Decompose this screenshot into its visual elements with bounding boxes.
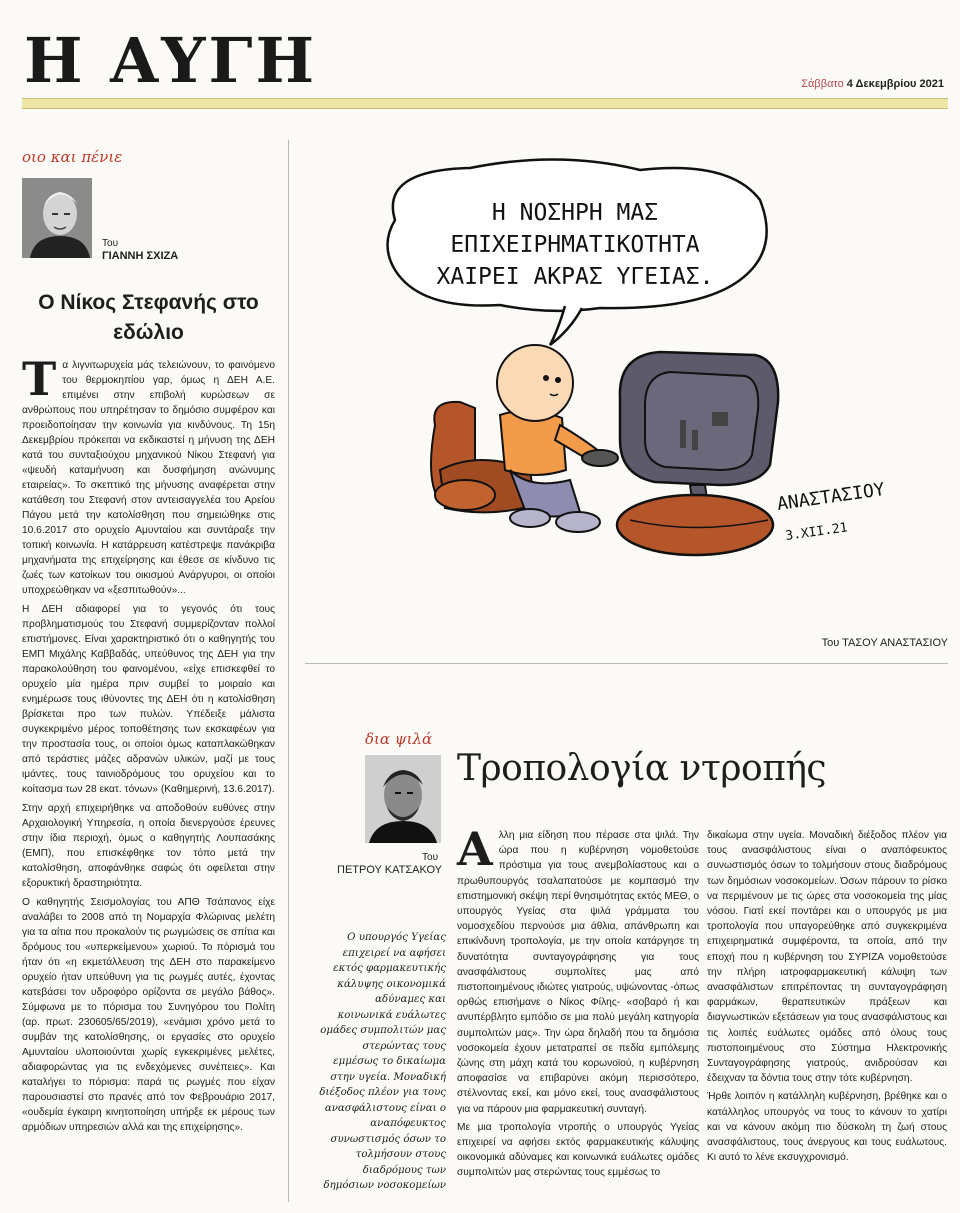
paragraph: δικαίωμα στην υγεία. Μοναδική διέξοδος πλέον για τους ανασφάλιστους είναι ο αναπόφευκτος συνωστισμός όσων το τολμήσουν στους διαδρόμους των δημόσιων νοσοκομείων. Όσων πάρουν το ρίσκο να περιμένουν με τις ώρες στα νοσοκομεία της μίας νόσου. Γιατί εκεί ποντάρει και ο υπουργός με μια τροπολογία που υπαγορεύθηκε από συγκεκριμένα επιχειρηματικά συμφέροντα, τα οποία, από την εποχή που η κυβέρνηση του ΣΥΡΙΖΑ νομοθετούσε την πλήρη ιατροφαρμακευτική κάλυψη των ανασφάλιστων επιτρέποντας τη συνταγογράφηση φαρμάκων, θεραπευτικών πράξεων και διαγνωστικών εξετάσεων για τους ανασφάλιστους και τις λοιπές ευάλωτες ομάδες από όλους τους πιστοποιημένους στο Σύστημα Ηλεκτρονικής Συνταγογράφησης γιατρούς, ανιδρούσαν και έδειχναν τα δόντια τους στην τότε κυβέρνηση. (707, 830, 947, 1085)
paragraph: Ήρθε λοιπόν η κατάλληλη κυβέρνηση, βρέθηκε και ο κατάλληλος υπουργός να τους το κάνουν το χατίρι και να κάνουν ακόμη πιο δύσκολη τη ζωή στους ανασφάλιστους, τους άνεργους και τους ευάλωτους. Κι αυτό το λένε εκσυγχρονισμό. (707, 1091, 947, 1164)
masthead-title: Η ΑΥΓΗ (24, 24, 318, 97)
cartoon-sig-date: 3.XII.21 (784, 520, 849, 544)
right-kicker: δια ψιλά (365, 730, 433, 748)
paragraph: Με μια τροπολογία ντροπής ο υπουργός Υγείας επιχειρεί να αφήσει εκτός φαρμακευτικής κάλυψης οικονομικά αδύναμες και κοινωνικά ευάλωτες ομάδες συμπολιτών μας στερώντας τους εμμέσως το (457, 1121, 699, 1179)
tv-stand (617, 495, 773, 555)
column-divider (288, 140, 289, 1202)
masthead-band (22, 98, 948, 109)
paragraph: Ο καθηγητής Σεισμολογίας του ΑΠΘ Τσάπανος είχε αναλάβει το 2008 από τη Νομαρχία Φλώρινας μελέτη για τα αίτια που προκαλούν τις ρωγμώσεις σε σπίτια και δρόμους του «υπερκείμενου» χωριού. Το πόρισμά του ήταν ότι «η εκμετάλλευση της ΔΕΗ στο παρακείμενο ορυχείο ήταν υπεύθυνη για τις ρωγμές αυτές, έχοντας κατεβάσει τον υδροφόρο ορίζοντα σε μεγάλο βάθος». Σύμφωνα με το πόρισμα του Συνηγόρου του Πολίτη (αρ. πρωτ. 230605/65/2019), «ενάμισι χρόνο μετά το συμβάν της κατολίσθησης, οι εργασίες στο ορυχείο Αμυνταίου υλοποιούνται χωρίς εγκεκριμένες μελέτες, αδιαφορώντας για τις ενδεχόμενες συνέπειες». Και καταλήγει το πόρισμα: παρά τις ρωγμές που είχαν παρουσιαστεί στο πρανές από τον Φεβρουάριο 2017, «ουδεμία έγκαιρη κινητοποίηση υπήρξε εκ μέρους των αρμόδιων υπηρεσιών αλλά και της επιχείρησης». (22, 897, 275, 1133)
date-day: Σάββατο (801, 78, 844, 90)
right-headline: Τροπολογία ντροπής (457, 748, 827, 789)
child-head (497, 345, 573, 421)
remote-control (582, 450, 618, 466)
date-rest: 4 Δεκεμβρίου 2021 (843, 78, 944, 90)
paragraph: Στην αρχή επιχειρήθηκε να αποδοθούν ευθύνες στην Αρχαιολογική Υπηρεσία, η οποία διενεργούσε έρευνες στην ίδια περιοχή, όμως ο καθηγητής Λουπασάκης (ΕΜΠ), που επισκέφθηκε τον τόπο μετά την κατολίσθηση, αποφάνθηκε σαφώς ότι οφείλεται στην εξορυκτική δραστηριότητα. (22, 803, 275, 889)
dropcap: Τ (22, 352, 57, 406)
paragraph (22, 352, 275, 598)
speech-line-1: Η ΝΟΣΗΡΗ ΜΑΣ (491, 200, 659, 226)
paragraph-text: α λιγνιτωρυχεία μάς τελειώνουν, το φαινόμενο του θερμοκηπίου γαρ, όμως η ΔΕΗ Α.Ε. επιμένει στην επιβολή κυρώσεων σε ανθρώπους που υπηρέτησαν το δημόσιο συμφέρον και προειδοποίησαν την κοινωνία για κινδύνους. Τη 15η Δεκεμβρίου πρόκειται να εκδικαστεί η μήνυση της ΔΕΗ κατά του συνταξιούχου μηχανικού Νίκου Στεφανή για «ψευδή καταμήνυση και δυσφήμηση ανώνυμης εταιρείας». Το σκεπτικό της μήνυσης αναφέρεται στην κατάθεση του Στεφανή στον αντεισαγγελέα του Αρείου Πάγου μετά την κατολίσθηση που σημειώθηκε στις 10.6.2017 στο ορυχείο Αμυνταίου και συντάραξε την τοπική κοινωνία. Η κατάρρευση κατέστρεψε πανάκριβα μηχανήματα της επιχείρησης και έθεσε σε κίνδυνο τις ζωές των κατοίκων του οικισμού Ανάργυροι, οι οποίοι υποχρεώθηκαν να «ξεσπιτωθούν»... (22, 360, 275, 596)
cartoon-credit: Του ΤΑΣΟΥ ΑΝΑΣΤΑΣΙΟΥ (821, 637, 948, 649)
paragraph (457, 822, 699, 1117)
right-byline-prefix: Του (422, 852, 439, 863)
article-column-2 (707, 828, 947, 1168)
paragraph-text: λλη μια είδηση που πέρασε στα ψιλά. Την ώρα που η κυβέρνηση νομοθετούσε πρόστιμα για τους ανεμβολίαστους και ο πρωθυπουργός τσαλαπατούσε με κομπασμό την επιστημονική σκέψη περί θνησιμότητας εκτός ΜΕΘ, ο υπουργός Υγείας στα ψιλά γράμματα του νομοσχεδίου περνούσε μια άθλια, απάνθρωπη και επικίνδυνη τροπολογία, με την οποία κατάργησε τη δυνατότητα συνταγογράφησης για τους ανασφάλιστους συμπολίτες μας από πιστοποιημένους ιδιώτες γιατρούς, υψώνοντας -όπως ορθώς επισήμανε ο Νίκος Φίλης- «σοβαρό ή και ανυπέρβλητο εμπόδιο σε μια πολύ μεγάλη κατηγορία συμπολιτών μας». Την ώρα δηλαδή που τα δημόσια νοσοκομεία έχουν μετατραπεί σε πεδία εμπόλεμης ζώνης στη μάχη κατά του κορωνοϊού, η κυβέρνηση αποφασίσε να επιβαρύνει ακόμη περισσότερο, στέλνοντας εκεί, και μόνο εκεί, τους ανασφάλιστους για να πάρουν μια φαρμακευτική συνταγή. (457, 830, 699, 1115)
article-column-1 (457, 822, 699, 1184)
left-kicker: οιο και πένιε (22, 148, 123, 166)
dateline (801, 78, 944, 90)
cartoon-drawing (300, 140, 950, 650)
pull-quote: Ο υπουργός Υγείας επιχειρεί να αφήσει εκτός φαρμακευτικής κάλυψης οικονομικά αδύναμες και κοινωνικά ευάλωτες ομάδες συμπολιτών μας στερώντας τους εμμέσως το δικαίωμα στην υγεία. Μοναδική διέξοδος πλέον για τους ανασφάλιστους είναι ο αναπόφευκτος συνωστισμός όσων το τολμήσουν στους διαδρόμους των δημόσιων νοσοκομείων (319, 932, 446, 1191)
section-divider (305, 663, 948, 664)
dropcap: Α (457, 822, 493, 876)
left-byline: ΓΙΑΝΝΗ ΣΧΙΖΑ (102, 250, 179, 262)
author-photo-right (365, 755, 441, 843)
speech-line-3: ΧΑΙΡΕΙ ΑΚΡΑΣ ΥΓΕΙΑΣ. (436, 264, 714, 290)
speech-line-2: ΕΠΙΧΕΙΡΗΜΑΤΙΚΟΤΗΤΑ (450, 232, 700, 258)
cartoon (300, 140, 950, 650)
left-headline: Ο Νίκος Στεφανής στο εδώλιο (38, 291, 259, 344)
left-byline-prefix: Του (102, 238, 119, 249)
tv-set (617, 352, 778, 555)
cartoon-signature: ΑΝΑΣΤΑΣΙΟΥ (775, 479, 887, 515)
left-body (22, 352, 275, 1139)
paragraph: Η ΔΕΗ αδιαφορεί για το γεγονός ότι τους προβληματισμούς του Στεφανή συμμερίζονταν πολλοί επιστήμονες. Είναι χαρακτηριστικό ότι ο καθηγητής του ΕΜΠ Μιχάλης Καββαδάς, υπεύθυνος της ΔΕΗ για την παρακολούθηση του φαινομένου, «είχε επισκεφθεί το ορυχείο μία ημέρα πριν συμβεί το μοιραίο και ενημέρωσε τους ιθύνοντες της ΔΕΗ ότι η κατολίσθηση βρίσκεται προ των πυλών. Υπέδειξε μάλιστα συγκεκριμένο μέρος τοποθέτησης των εκσκαφέων για την προστασία τους, οι οποίοι όμως καταπλακώθηκαν από τεράστιες μάζες αδρανών υλικών, μαζί με τους ιμάντες, τους ταινιοδρόμους του ορυχείου και το κοίτασμα των 28 εκατ. τόνων» (Καθημερινή, 13.6.2017). (22, 604, 275, 795)
right-byline: ΠΕΤΡΟΥ ΚΑΤΣΑΚΟΥ (337, 864, 442, 876)
author-photo (22, 178, 92, 258)
